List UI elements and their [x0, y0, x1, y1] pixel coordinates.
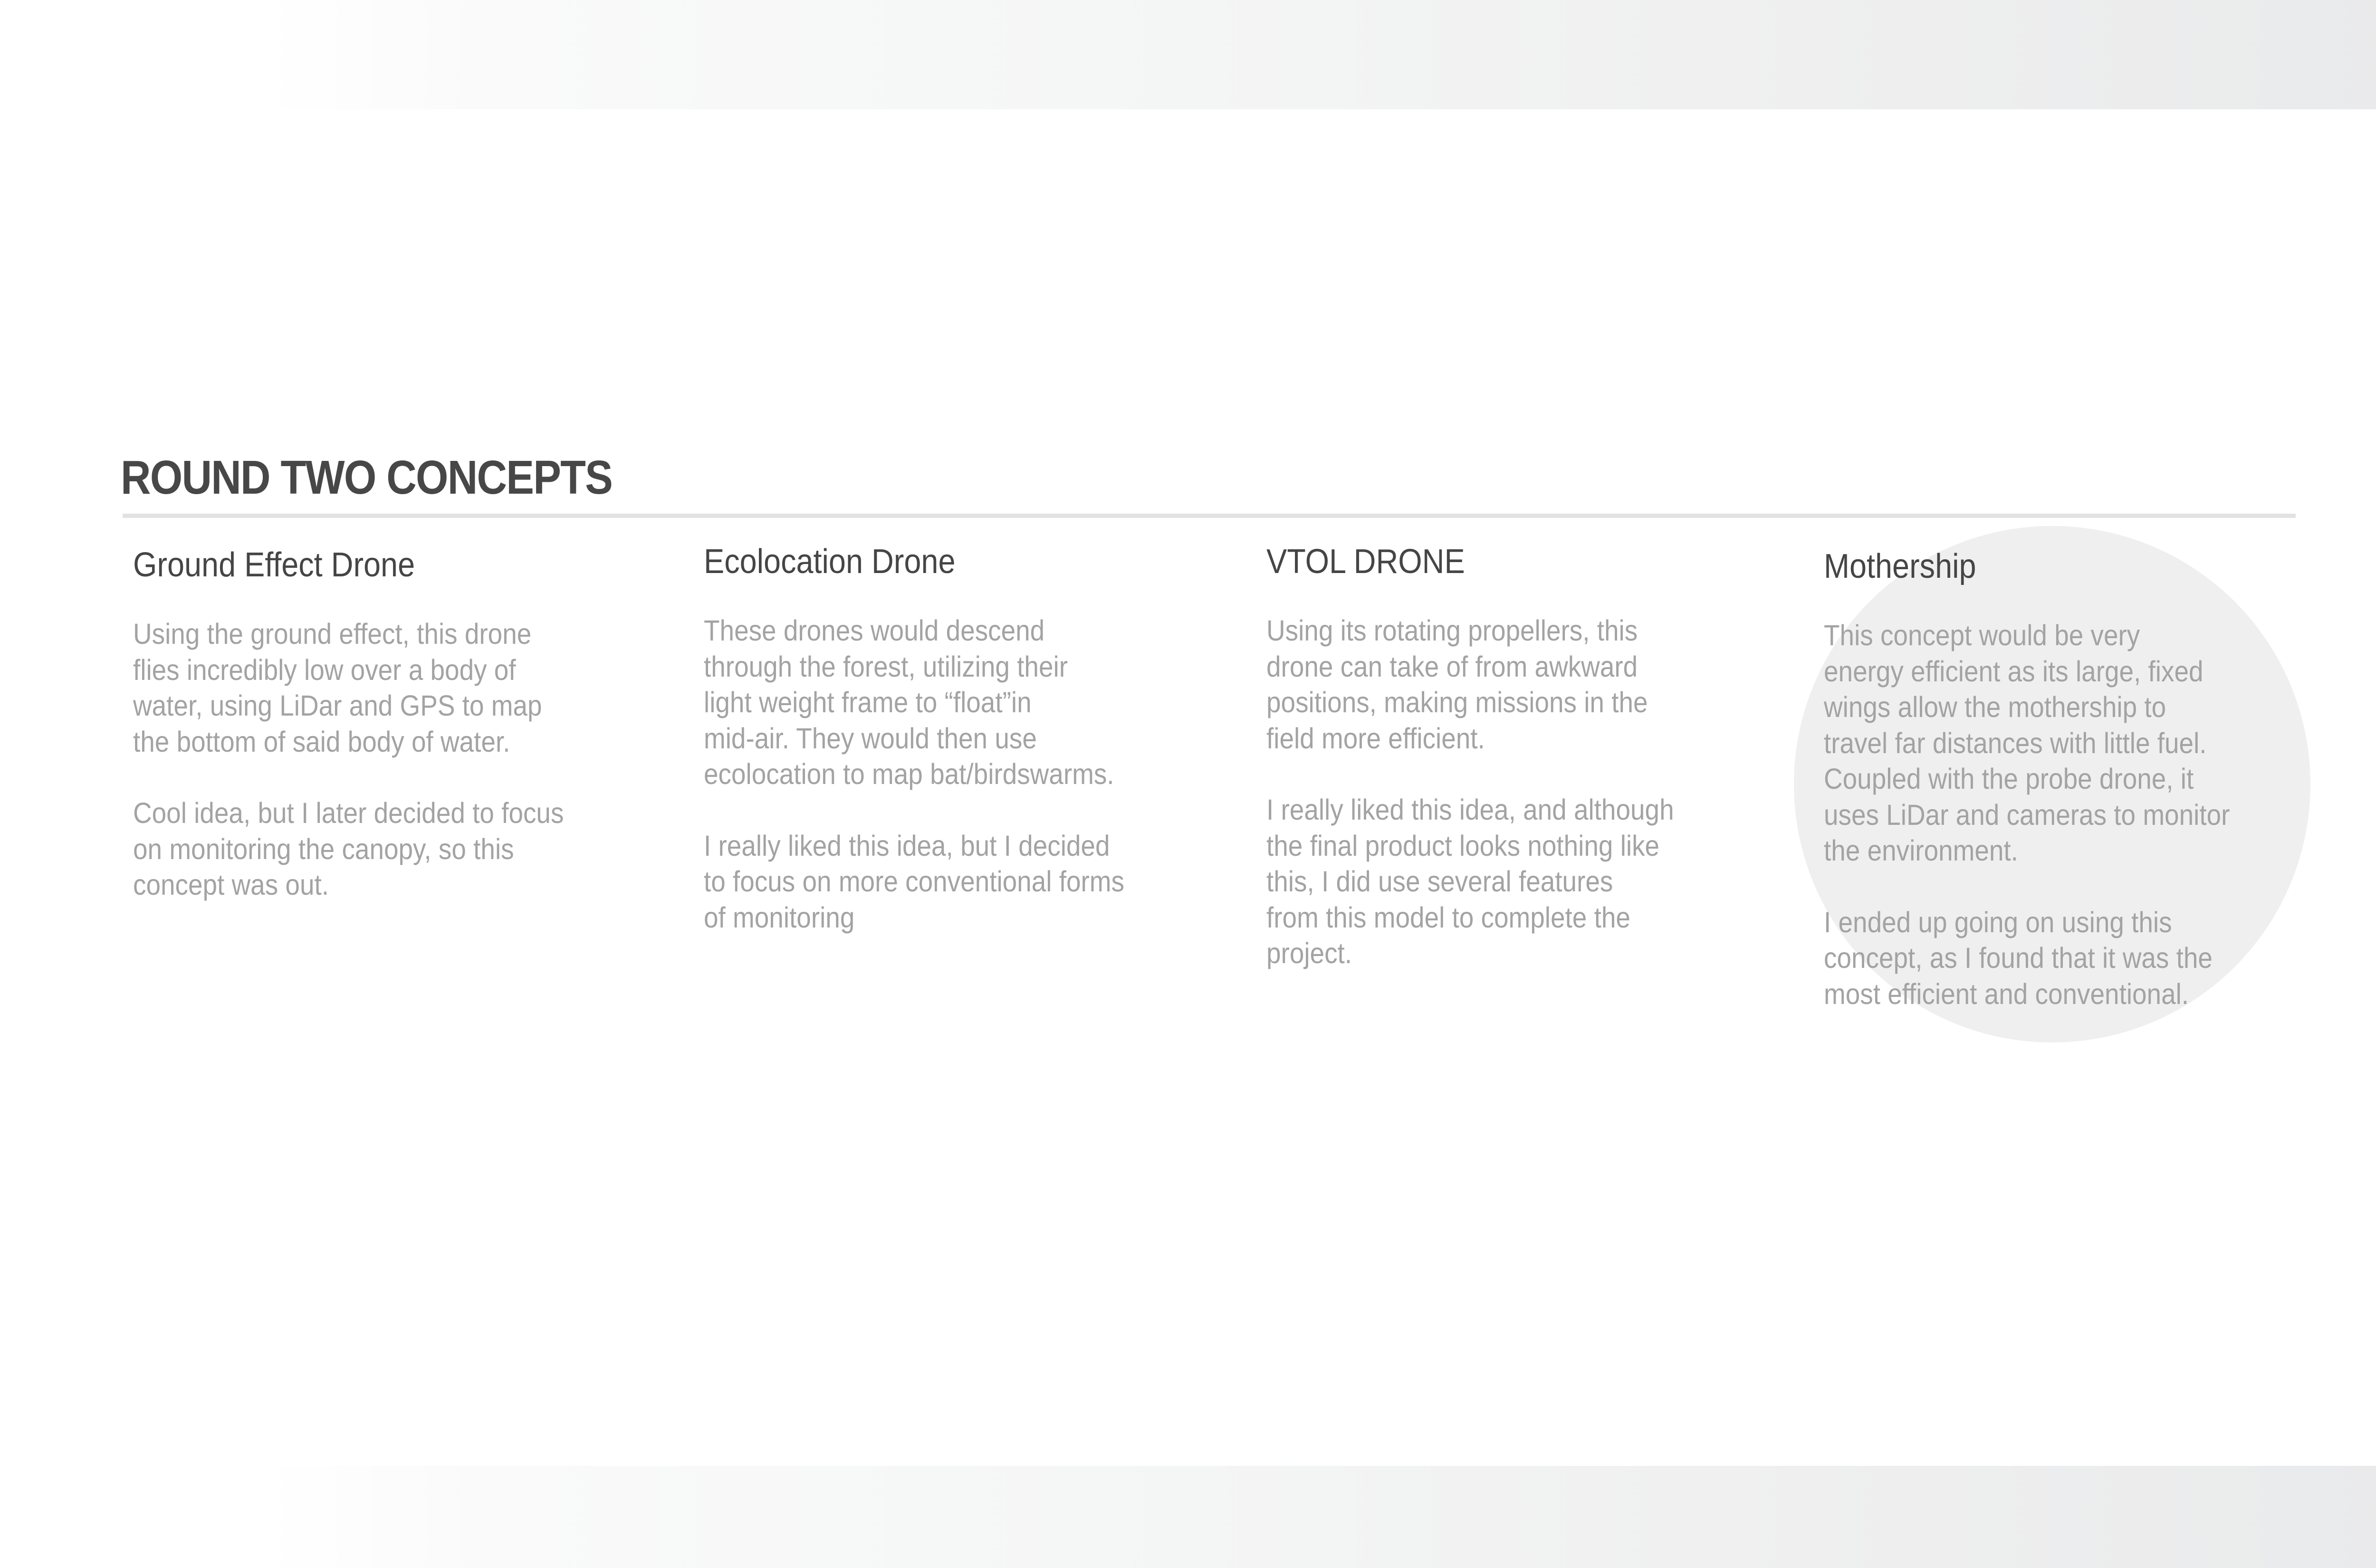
concept-description: Using the ground effect, this drone flies incredibly low over a body of water, using LiDar and GPS to map the bottom of said body of water. — [133, 618, 542, 758]
concept-verdict: I really liked this idea, but I decided to focus on more conventional forms of monitoring — [704, 829, 1124, 934]
concept-verdict: Cool idea, but I later decided to focus on monitoring the canopy, so this concept was out. — [133, 797, 564, 901]
concept-verdict: I really liked this idea, and although the final product looks nothing like this, I did use several features from this model to complete the project. — [1266, 794, 1674, 970]
concept-column-ground-effect — [133, 546, 680, 939]
page-title: ROUND TWO CONCEPTS — [121, 451, 613, 504]
concept-column-vtol — [1266, 543, 1813, 1007]
concept-column-ecolocation — [704, 543, 1250, 971]
concept-heading: Ground Effect Drone — [133, 546, 415, 584]
title-divider — [123, 514, 2296, 518]
concept-heading: Mothership — [1824, 547, 1976, 585]
concept-description: This concept would be very energy efficient as its large, fixed wings allow the mothership to travel far distances with little fuel. Coupled with the probe drone, it uses LiDar and cameras to monitor the environment. — [1824, 619, 2230, 867]
concept-description: Using its rotating propellers, this drone can take of from awkward positions, making missions in the field more efficient. — [1266, 614, 1648, 755]
concept-heading: Ecolocation Drone — [704, 543, 956, 581]
concept-verdict: I ended up going on using this concept, as I found that it was the most efficient and conventional. — [1824, 906, 2213, 1010]
concept-description: These drones would descend through the forest, utilizing their light weight frame to “float”in mid-air. They would then use ecolocation to map bat/birdswarms. — [704, 614, 1114, 791]
footer-gradient-band — [0, 1466, 2376, 1568]
header-gradient-band — [0, 0, 2376, 109]
concept-heading: VTOL DRONE — [1266, 543, 1465, 581]
concept-column-mothership — [1824, 548, 2370, 1048]
